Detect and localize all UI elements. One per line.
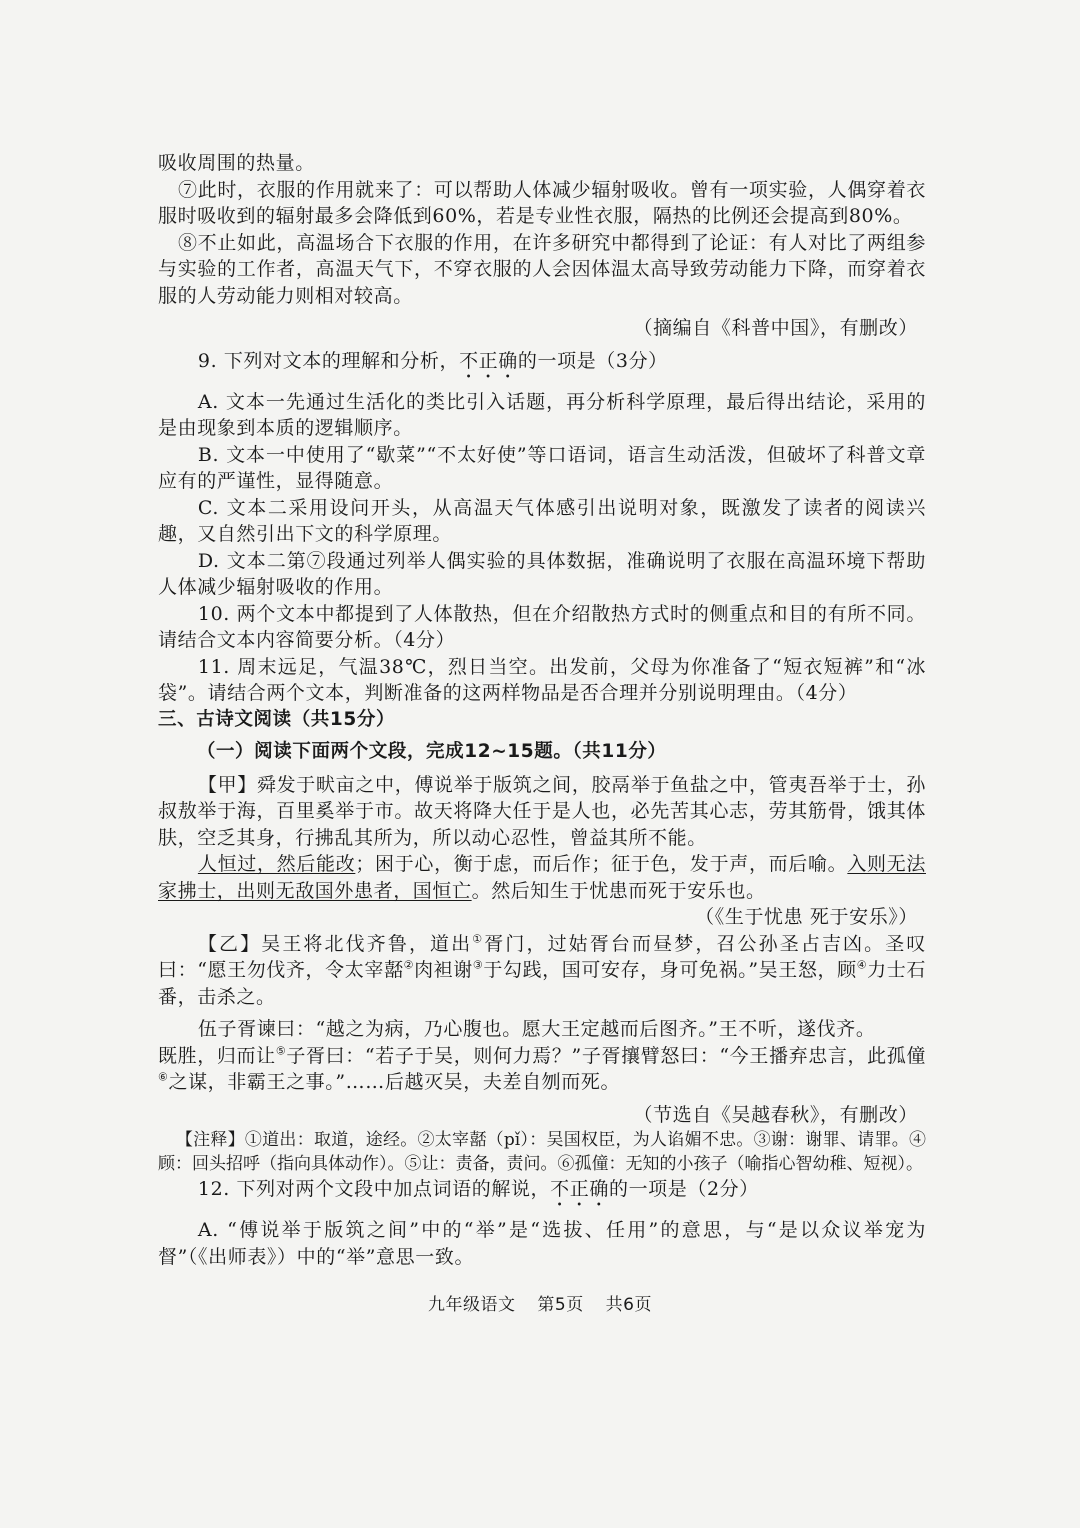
question-10: 10. 两个文本中都提到了人体散热，但在介绍散热方式时的侧重点和目的有所不同。请结合文本内容简要分析。（4分） <box>158 602 926 651</box>
yi-paragraph-3 <box>158 1043 926 1096</box>
jia-source: （《生于忧患 死于安乐》） <box>695 906 918 928</box>
yi-p3b: 子胥曰：“若子于吴，则何力焉？”子胥攘臂怒曰：“今王播弃忠言，此孤僮 <box>286 1044 926 1067</box>
yi-p3a: 既胜，归而让 <box>158 1044 276 1067</box>
yi-p1a: 【乙】吴王将北伐齐鲁，道出 <box>197 932 473 955</box>
q12-stem-emphasis: 不正确 <box>550 1178 609 1200</box>
note-ref-4: ④ <box>856 958 868 972</box>
yi-source: （节选自《吴越春秋》，有删改） <box>633 1103 918 1126</box>
q9-option-d: D. 文本二第⑦段通过列举人偶实验的具体数据，准确说明了衣服在高温环境下帮助人体减少辐射吸收的作用。 <box>158 549 926 598</box>
note-ref-6: ⑥ <box>158 1070 169 1084</box>
q9-stem-a: 9. 下列对文本的理解和分析， <box>197 349 460 372</box>
q9-stem-emphasis: 不正确 <box>459 349 518 372</box>
yi-p1b: 胥门，过姑胥台而昼梦，召公孙圣占吉凶。圣叹曰：“愿王勿伐齐，令太宰嚭 <box>158 932 926 981</box>
question-11: 11. 周末远足，气温38℃，烈日当空。出发前，父母为你准备了“短衣短裤”和“冰袋”。请结合两个文本，判断准备的这两样物品是否合理并分别说明理由。（4分） <box>158 655 926 704</box>
jia-p2-mid: ；困于心，衡于虑，而后作；征于色，发于声，而后喻。 <box>355 853 848 875</box>
page-content <box>158 150 926 1270</box>
footer-page-number: 第5页 <box>537 1295 584 1315</box>
note-ref-2: ② <box>403 958 415 972</box>
yi-paragraph-1 <box>158 931 926 1011</box>
footer-subject: 九年级语文 <box>428 1295 516 1315</box>
note-ref-3: ③ <box>472 958 484 972</box>
jia-underline-1: 人恒过，然后能改 <box>197 853 356 875</box>
footer-total-pages: 共6页 <box>605 1295 652 1315</box>
q9-option-b: B. 文本一中使用了“歇菜”“不太好使”等口语词，语言生动活泼，但破坏了科普文章应有的严谨性，显得随意。 <box>158 443 926 492</box>
passage-tail: 吸收周围的热量。 <box>158 152 315 174</box>
section-3-heading: 三、古诗文阅读（共15分） <box>158 708 396 730</box>
q9-stem-b: 的一项是（3分） <box>517 349 668 372</box>
jia-underline-2: 入则无法家拂士，出则无敌国外患者，国恒亡 <box>158 853 926 902</box>
yi-p1d: 于勾践，国可安存，身可免祸。”吴王怒，顾 <box>483 959 857 981</box>
question-12-stem <box>158 1176 926 1211</box>
page-footer <box>0 1290 1080 1315</box>
yi-paragraph-2: 伍子胥谏曰：“越之为病，乃心腹也。愿大王定越而后图齐。”王不听，遂伐齐。 <box>197 1018 876 1040</box>
q12-option-a: A. “傅说举于版筑之间”中的“举”是“选拔、任用”的意思，与“是以众议举宠为督”（《出师表》）中的“举”意思一致。 <box>158 1219 926 1268</box>
yi-p3c: 之谋，非霸王之事。”……后越灭吴，夫差自刎而死。 <box>168 1071 621 1093</box>
jia-paragraph-2 <box>158 851 926 904</box>
subsection-1-heading: （一）阅读下面两个文段，完成12~15题。（共11分） <box>196 741 667 762</box>
jia-paragraph-1: 【甲】舜发于畎亩之中，傅说举于版筑之间，胶鬲举于鱼盐之中，管夷吾举于士，孙叔敖举于海，百里奚举于市。故天将降大任于是人也，必先苦其心志，劳其筋骨，饿其体肤，空乏其身，行拂乱其所为，所以动心忍性，曾益其所不能。 <box>158 773 926 849</box>
question-9-stem <box>158 348 926 383</box>
passage-source: （摘编自《科普中国》，有删改） <box>633 317 918 339</box>
yi-p1c: 肉袒谢 <box>414 959 473 981</box>
note-ref-5: ⑤ <box>275 1044 287 1058</box>
q9-option-c: C. 文本二采用设问开头，从高温天气体感引出说明对象，既激发了读者的阅读兴趣，又自然引出下文的科学原理。 <box>158 496 926 545</box>
q12-stem-b: 的一项是（2分） <box>608 1178 759 1200</box>
annotations: 【注释】①道出：取道，途经。②太宰嚭（pǐ）：吴国权臣，为人谄媚不忠。③谢：谢罪、请罪。④顾：回头招呼（指向具体动作）。⑤让：责备，责问。⑥孤僮：无知的小孩子（喻指心智幼稚、短视）。 <box>158 1130 926 1174</box>
yi-p1e: 力士石番，击杀之。 <box>158 959 926 1008</box>
q9-option-a: A. 文本一先通过生活化的类比引入话题，再分析科学原理，最后得出结论，采用的是由现象到本质的逻辑顺序。 <box>158 390 926 439</box>
jia-p2-end: 。然后知生于忧患而死于安乐也。 <box>471 879 766 902</box>
note-ref-1: ① <box>472 932 485 946</box>
paragraph-7: ⑦此时，衣服的作用就来了：可以帮助人体减少辐射吸收。曾有一项实验，人偶穿着衣服时吸收到的辐射最多会降低到60%，若是专业性衣服，隔热的比例还会提高到80%。 <box>158 178 926 227</box>
paragraph-8: ⑧不止如此，高温场合下衣服的作用，在许多研究中都得到了论证：有人对比了两组参与实验的工作者，高温天气下，不穿衣服的人会因体温太高导致劳动能力下降，而穿着衣服的人劳动能力则相对较高。 <box>158 231 926 307</box>
q12-stem-a: 12. 下列对两个文段中加点词语的解说， <box>197 1178 551 1200</box>
